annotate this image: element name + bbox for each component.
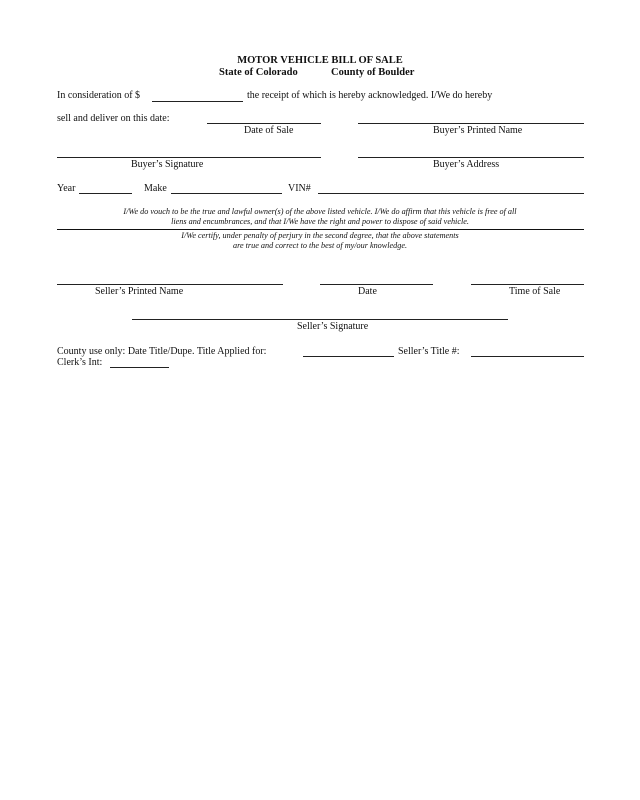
year-label: Year: [57, 183, 76, 194]
vin-label: VIN#: [288, 183, 311, 194]
buyers-address-field[interactable]: [358, 157, 584, 158]
seller-date-label: Date: [358, 286, 377, 297]
buyers-signature-field[interactable]: [57, 157, 321, 158]
page-title: MOTOR VEHICLE BILL OF SALE: [237, 55, 403, 66]
seller-date-field[interactable]: [320, 284, 433, 285]
affirmation-line-3: I/We certify, under penalty of perjury in the second degree, that the above statements: [181, 231, 459, 240]
section-divider: [57, 229, 584, 230]
sellers-title-field[interactable]: [471, 356, 584, 357]
vin-field[interactable]: [318, 193, 584, 194]
consideration-suffix: the receipt of which is hereby acknowledged. I/We do hereby: [247, 90, 493, 101]
clerk-int-label: Clerk’s Int:: [57, 357, 103, 368]
time-of-sale-field[interactable]: [471, 284, 584, 285]
buyers-printed-name-field[interactable]: [358, 123, 584, 124]
sellers-printed-name-field[interactable]: [57, 284, 283, 285]
affirmation-line-4: are true and correct to the best of my/our knowledge.: [232, 241, 408, 250]
sellers-title-label: Seller’s Title #:: [398, 346, 460, 357]
make-label: Make: [144, 183, 167, 194]
affirmation-line-1: I/We do vouch to be the true and lawful owner(s) of the above listed vehicle. I/We do affirm that this vehicle is free of all: [123, 207, 517, 216]
year-field[interactable]: [79, 193, 132, 194]
sellers-signature-label: Seller’s Signature: [297, 321, 369, 332]
title-applied-for-field[interactable]: [303, 356, 394, 357]
clerk-int-field[interactable]: [110, 367, 169, 368]
sellers-signature-field[interactable]: [132, 319, 508, 320]
county-label: County of Boulder: [331, 67, 415, 78]
state-label: State of Colorado: [219, 67, 298, 78]
consideration-prefix: In consideration of $: [57, 90, 141, 101]
county-use-text: County use only: Date Title/Dupe. Title Applied for:: [57, 346, 267, 357]
sellers-printed-name-label: Seller’s Printed Name: [95, 286, 184, 297]
date-of-sale-field[interactable]: [207, 123, 321, 124]
affirmation-line-2: liens and encumbrances, and that I/We have the right and power to dispose of said vehicle.: [171, 217, 469, 226]
date-of-sale-label: Date of Sale: [244, 125, 294, 136]
buyers-signature-label: Buyer’s Signature: [131, 159, 204, 170]
time-of-sale-label: Time of Sale: [509, 286, 561, 297]
sell-deliver-text: sell and deliver on this date:: [57, 113, 170, 124]
buyers-address-label: Buyer’s Address: [433, 159, 500, 170]
make-field[interactable]: [171, 193, 282, 194]
amount-field[interactable]: [152, 101, 243, 102]
buyers-printed-name-label: Buyer’s Printed Name: [433, 125, 523, 136]
